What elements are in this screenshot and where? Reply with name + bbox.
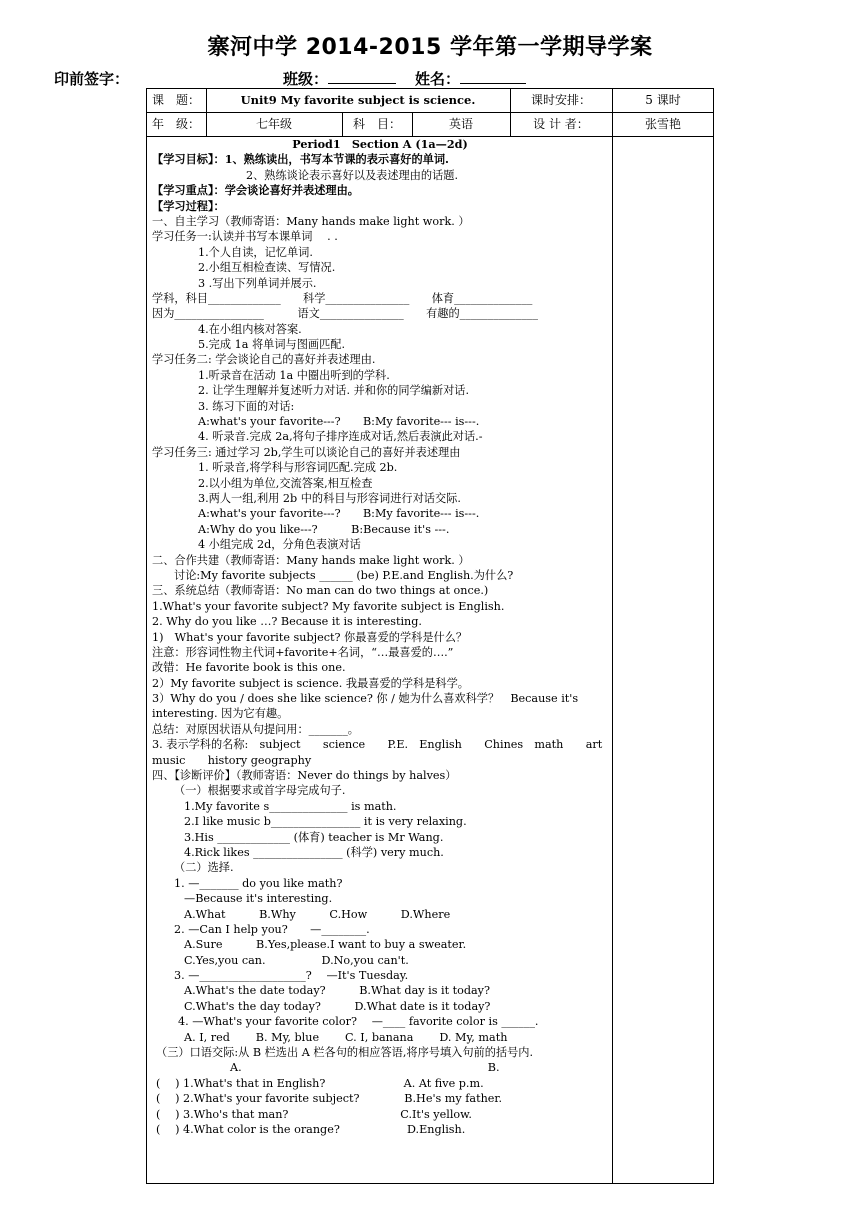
vocab-blanks-row: 学科，科目_____________ 科学_______________ 体育______________ [152,291,533,305]
task-step: 3 .写出下列单词并展示. [198,276,317,290]
col-divider [612,88,613,1184]
learning-goal-2: 2、熟练谈论表示喜好以及表述理由的话题. [246,168,459,182]
exercise-heading: （一）根据要求或首字母完成句子. [174,784,346,798]
exercise-heading: （二）选择. [174,861,234,875]
exercise-item: 2. —Can I help you? —________. [174,922,370,936]
task-1: 学习任务一:认读并书写本课单词 . . [152,230,338,244]
exercise-item: 1. —_______ do you like math? [174,876,343,890]
page-title: 寨河中学 2014-2015 学年第一学期导学案 [207,35,653,60]
exercise-options: A.What B.Why C.How D.Where [184,907,451,921]
dialogue-line: A:what's your favorite---? B:My favorite--- is---. [198,415,480,429]
task-step: 1.听录音在活动 1a 中圈出听到的学科. [198,368,390,382]
vocab-blanks-row: 因为________________ 语文_______________ 有趣的______________ [152,307,538,321]
name-field [415,68,526,89]
subject-label: 科 目： [352,117,401,131]
exercise-options: A.What's the date today? B.What day is it today? [184,984,491,998]
summary-note: 改错：He favorite book is this one. [152,661,346,675]
task-step: 4 小组完成 2d，分角色表演对话 [198,538,361,552]
summary-note: interesting. 因为它有趣。 [152,707,289,721]
column-headers: A. B. [230,1061,500,1075]
summary-note: 2）My favorite subject is science. 我最喜爱的学科是科学。 [152,676,469,690]
matching-row: ( ) 3.Who's that man? C.It's yellow. [156,1107,472,1121]
name-label: 姓名： [415,70,461,88]
task-step: 2.以小组为单位,交流答案,相互检查 [198,476,373,490]
dialogue-line: A:what's your favorite---? B:My favorite--- is---. [198,507,480,521]
task-2: 学习任务二: 学会谈论自己的喜好并表述理由. [152,353,376,367]
exercise-options: C.What's the day today? D.What date is it today? [184,999,491,1013]
topic-value: Unit9 My favorite subject is science. [240,93,476,107]
summary-note: 总结：对原因状语从句提问用：_______。 [152,722,359,736]
task-step: 3.两人一组,利用 2b 中的科目与形容词进行对话交际. [198,491,461,505]
task-step: 1. 听录音,将学科与形容词匹配.完成 2b. [198,461,398,475]
row-divider [146,112,714,113]
exercise-options: A.Sure B.Yes,please.I want to buy a sweater. [184,938,467,952]
summary-note: 1) What's your favorite subject? 你最喜爱的学科是什么？ [152,630,468,644]
summary-note: 注意：形容词性物主代词+favorite+名词，“…最喜爱的….” [152,645,454,659]
sign-label: 印前签字： [54,70,130,88]
task-step: 2.小组互相检查读、写情况. [198,261,336,275]
task-step: 3. 练习下面的对话: [198,399,295,413]
matching-row: ( ) 1.What's that in English? A. At five p.m. [156,1076,484,1090]
dialogue-line: A:Why do you like---? B:Because it's ---. [198,522,450,536]
hours-value: 5 课时 [645,93,681,107]
grade-label: 年 级： [151,117,200,131]
hours-label: 课时安排： [530,93,591,107]
summary-point-1: 1.What's your favorite subject? My favorite subject is English. [152,599,505,613]
class-field [283,68,396,89]
task-step: 4.在小组内核对答案. [198,322,302,336]
designer-label: 设 计 者： [533,117,589,131]
summary-point-2: 2. Why do you like …? Because it is interesting. [152,615,422,629]
summary-note: 3）Why do you / does she like science? 你 / 她为什么喜欢科学？ Because it's [152,692,579,706]
section-summary: 三、系统总结（教师寄语：No man can do two things at once.) [152,584,489,598]
exercise-item: 4. —What's your favorite color? —____ favorite color is ______. [178,1015,539,1029]
exercise-item: —Because it's interesting. [184,892,333,906]
exercise-heading: （三）口语交际:从 B 栏选出 A 栏各句的相应答语,将序号填入句前的括号内. [156,1046,534,1060]
task-step: 1.个人自读，记忆单词. [198,245,313,259]
designer-value: 张雪艳 [644,117,681,131]
learning-process: 【学习过程】： [152,198,225,213]
grade-value: 七年级 [255,117,292,131]
learning-focus: 【学习重点】：学会谈论喜好并表述理由。 [152,183,359,198]
matching-row: ( ) 4.What color is the orange? D.English. [156,1123,466,1136]
section-self-study: 一、自主学习（教师寄语：Many hands make light work. ） [152,214,470,228]
exercise-item: 3.His _____________ (体育) teacher is Mr Wang. [184,830,444,844]
exercise-item: 2.I like music b________________ it is very relaxing. [184,815,467,829]
task-step: 4. 听录音.完成 2a,将句子排序连成对话,然后表演此对话.- [198,430,483,444]
period-heading: Period1 Section A (1a—2d) [292,137,468,151]
section-cooperation: 二、合作共建（教师寄语：Many hands make light work. ） [152,553,470,567]
lesson-content [152,137,608,1137]
task-step: 5.完成 1a 将单词与图画匹配. [198,338,346,352]
exercise-options: C.Yes,you can. D.No,you can't. [184,953,409,967]
matching-row: ( ) 2.What's your favorite subject? B.He's my father. [156,1092,503,1106]
class-blank [328,69,396,84]
discussion-line: 讨论:My favorite subjects ______ (be) P.E.and English.为什么? [174,568,514,582]
exercise-item: 3. —___________________? —It's Tuesday. [174,969,409,983]
subject-names: music history geography [152,753,312,767]
topic-label: 课 题： [151,93,200,107]
task-step: 2. 让学生理解并复述听力对话. 并和你的同学编新对话. [198,384,470,398]
task-3: 学习任务三: 通过学习 2b,学生可以谈论自己的喜好并表述理由 [152,445,461,459]
learning-goals: 【学习目标】：1、熟练读出，书写本节课的表示喜好的单词. [152,152,449,167]
sign-row [0,68,860,88]
name-blank [460,69,526,84]
subject-value: 英语 [448,117,473,131]
class-label: 班级： [283,70,329,88]
exercise-item: 1.My favorite s______________ is math. [184,799,397,813]
section-assessment: 四、【诊断评价】（教师寄语：Never do things by halves） [152,769,457,783]
exercise-item: 4.Rick likes ________________ (科学) very much. [184,845,444,859]
subject-names: 3. 表示学科的名称: subject science P.E. English Chines math art [152,738,603,752]
exercise-options: A. I, red B. My, blue C. I, banana D. My, math [184,1030,508,1044]
